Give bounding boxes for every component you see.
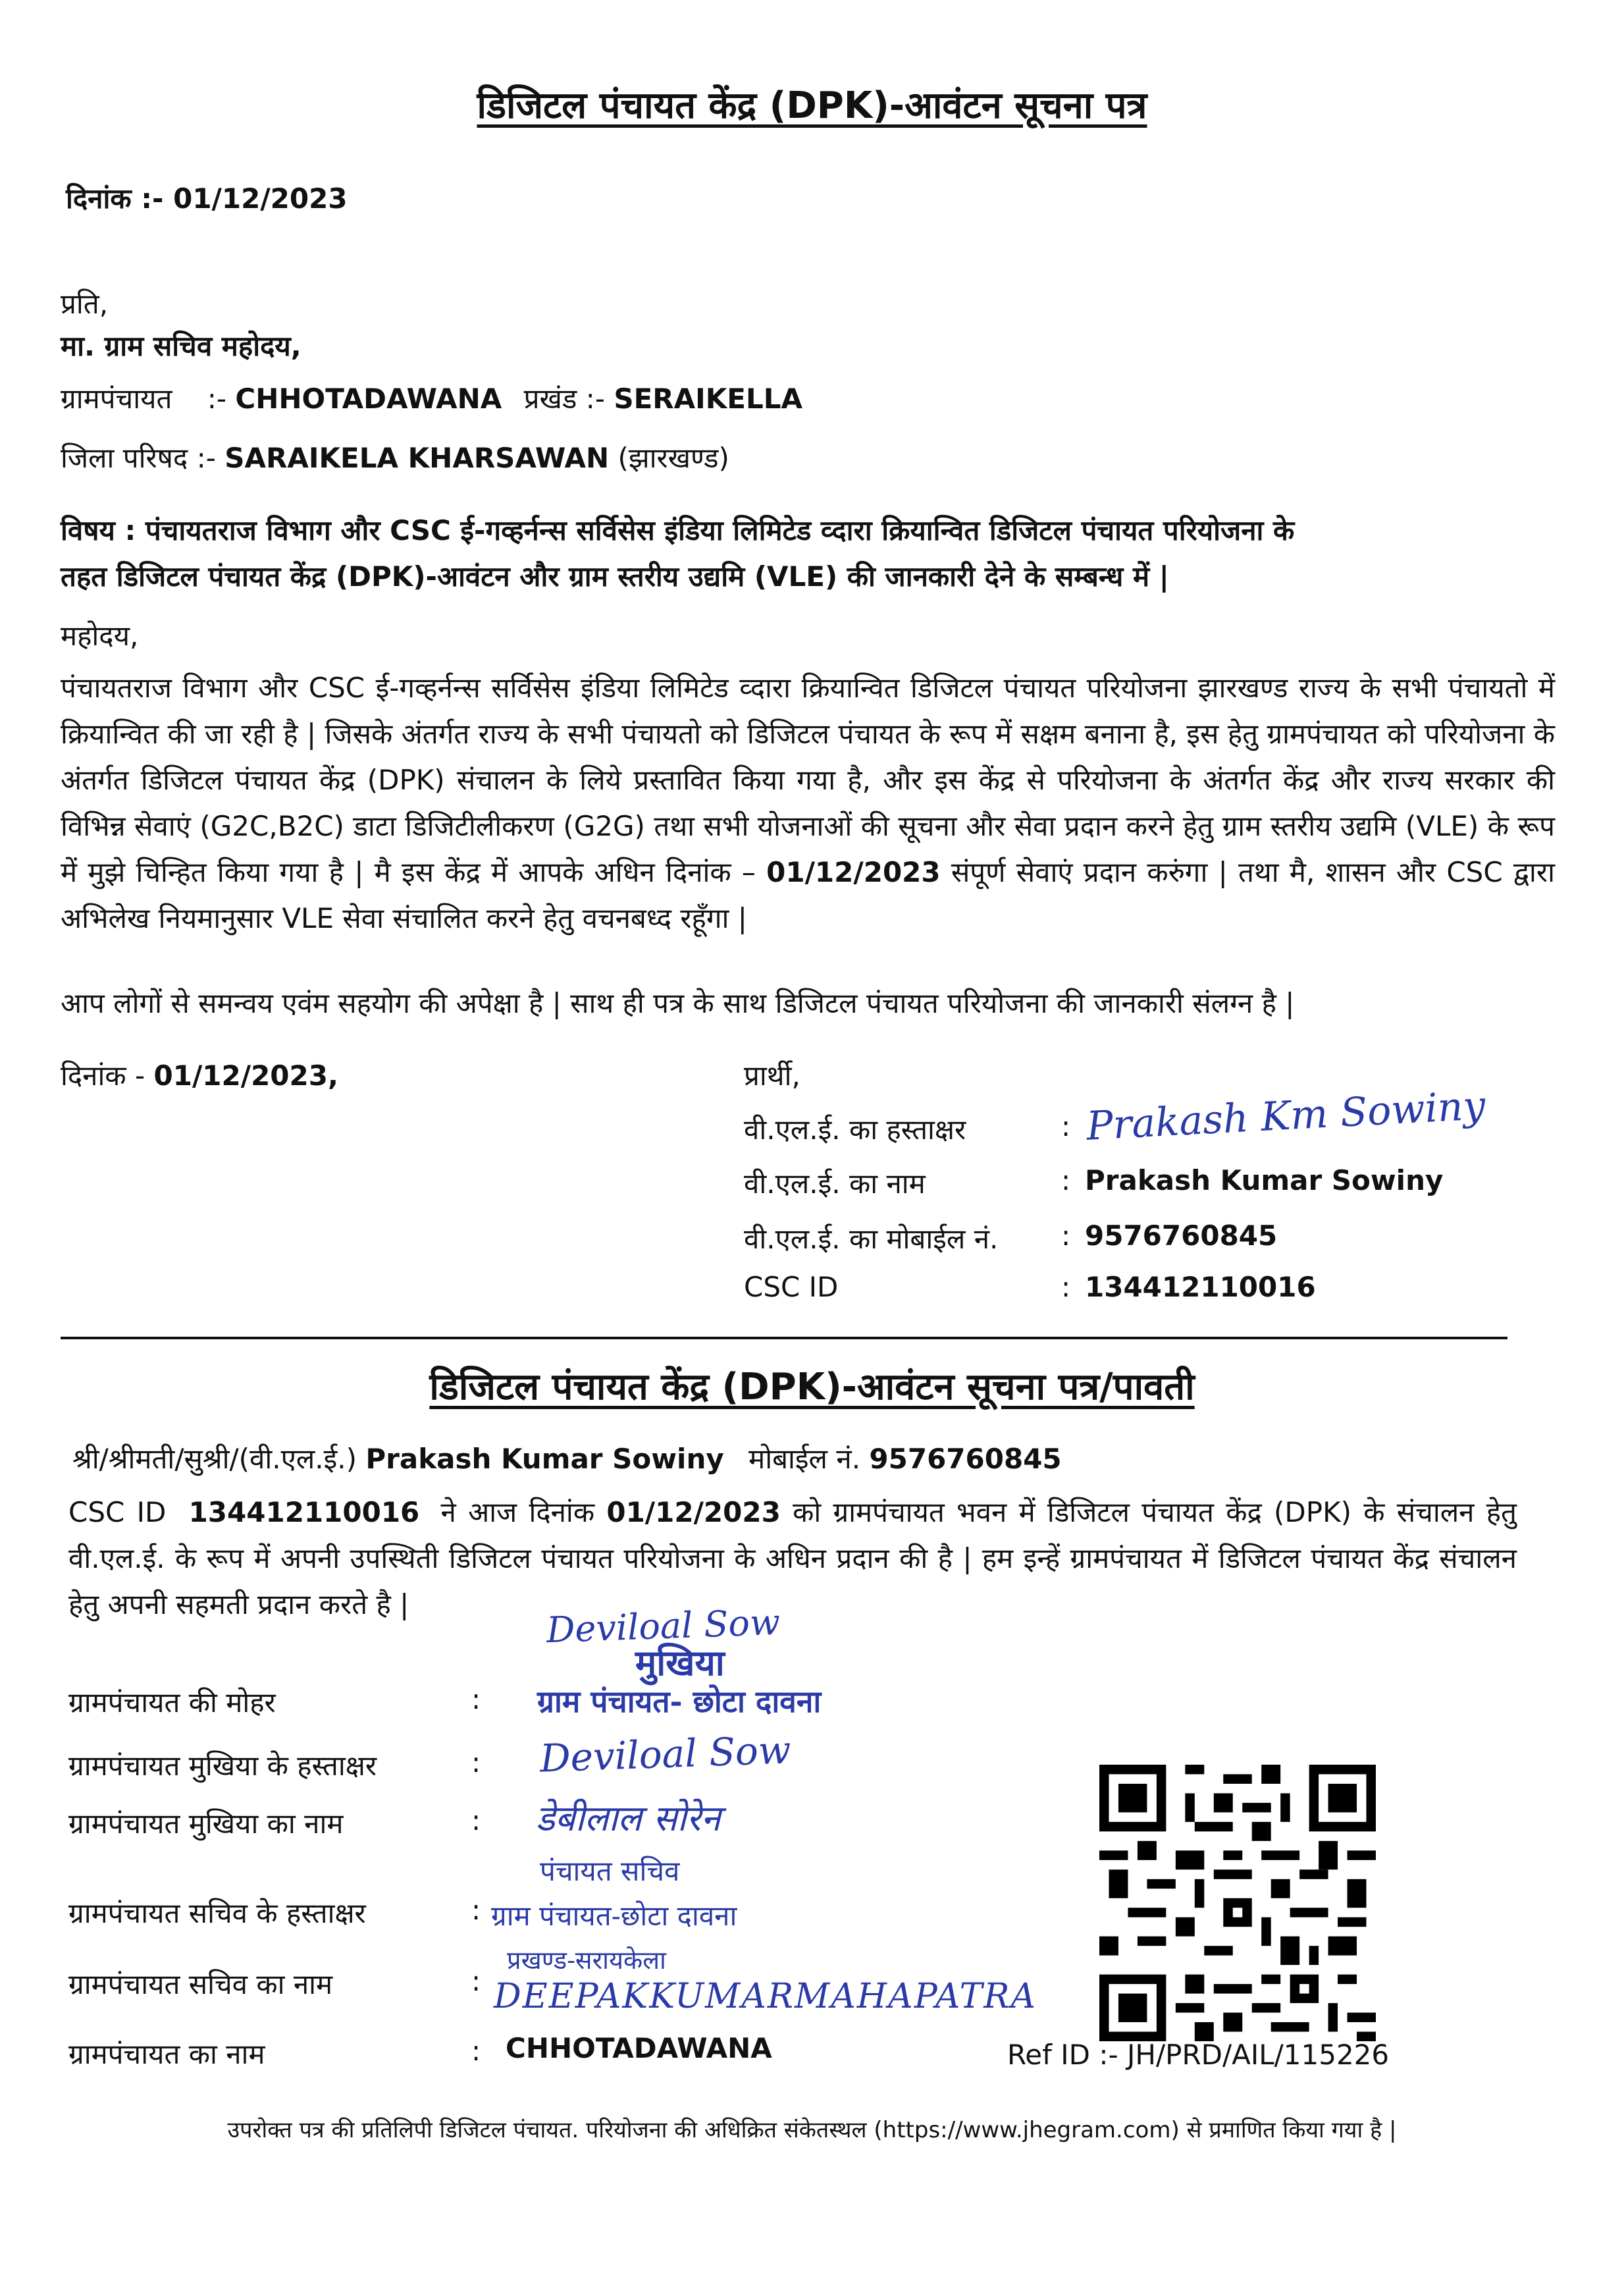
seal-label: ग्रामपंचायत की मोहर — [68, 1686, 276, 1719]
panchayat-value: CHHOTADAWANA — [235, 383, 502, 415]
letter-date: दिनांक :- 01/12/2023 — [66, 182, 348, 215]
subject-line-2: तहत डिजिटल पंचायत केंद्र (DPK)-आवंटन और ग्राम स्तरीय उद्यमि (VLE) की जानकारी देने के सम्बन्ध में | — [61, 560, 1170, 593]
subject-line-1: विषय : पंचायतराज विभाग और CSC ई-गव्हर्नन्स सर्विसेस इंडिया लिमिटेड व्दारा क्रियान्वित डिजिटल पंचायत परियोजना के — [61, 514, 1295, 547]
panchayat-sep: :- — [207, 383, 227, 415]
district-label: जिला परिषद :- — [61, 442, 216, 474]
ref-id-text: Ref ID :- JH/PRD/AIL/115226 — [1007, 2039, 1390, 2071]
csc-id-label: CSC ID — [744, 1271, 839, 1303]
panchayat-line — [61, 379, 802, 417]
state-text: (झारखण्ड) — [617, 442, 729, 474]
seal-colon: : — [471, 1683, 481, 1715]
vle-mobile-colon: : — [1061, 1219, 1071, 1252]
receipt-mobile: 9576760845 — [869, 1443, 1062, 1475]
sachiv-panchayat-stamp: ग्राम पंचायत-छोटा दावना — [491, 1900, 737, 1932]
mukhiya-sig-colon: : — [471, 1746, 481, 1779]
receipt-body-a: ने आज दिनांक — [440, 1496, 595, 1528]
district-value: SARAIKELA KHARSAWAN — [224, 442, 610, 474]
vle-mobile-label: वी.एल.ई. का मोबाईल नं. — [744, 1223, 999, 1255]
letter-body-part1: पंचायतराज विभाग और CSC ई-गव्हर्नन्स सर्विसेस इंडिया लिमिटेड व्दारा क्रियान्वित डिजिटल पंचायत परियोजना झारखण्ड राज्य के सभी पंचायतो में क्रियान्वित की जा रही है | जिसके अंतर्गत राज्य के सभी पंचायतो को डिजिटल पंचायत के रूप में सक्षम बनाना है, इस हेतु ग्रामपंचायत को परियोजना के अंतर्गत डिजिटल पंचायत केंद्र (DPK) संचालन के लिये प्रस्तावित किया गया है, और इस केंद्र से परियोजना के अंतर्गत केंद्र और राज्य सरकार की विभिन्न सेवाएं (G2C,B2C) डाटा डिजिटीलीकरण (G2G) तथा सभी योजनाओं की सूचना और सेवा प्रदान करने हेतु ग्राम स्तरीय उद्यमि (VLE) के रूप में मुझे चिन्हित किया गया है | मै इस केंद्र में आपके अधिन दिनांक – — [61, 672, 1555, 888]
letter-body — [61, 665, 1555, 942]
mukhiya-signature: Deviloal Sow — [538, 1727, 792, 1781]
mukhiya-name-label: ग्रामपंचायत मुखिया का नाम — [68, 1807, 344, 1840]
district-line — [61, 439, 729, 476]
prarthi-text: प्रार्थी, — [744, 1059, 800, 1092]
mukhiya-name-colon: : — [471, 1804, 481, 1836]
cooperation-text: आप लोगों से समन्वय एवंम सहयोग की अपेक्षा है | साथ ही पत्र के साथ डिजिटल पंचायत परियोजना की जानकारी संलग्न है | — [61, 987, 1295, 1019]
receipt-csc-value: 134412110016 — [188, 1496, 420, 1528]
letter-title: डिजिटल पंचायत केंद्र (DPK)-आवंटन सूचना पत्र — [477, 84, 1147, 127]
panchayat-name-colon: : — [471, 2035, 481, 2067]
block-value: SERAIKELLA — [614, 383, 803, 415]
sachiv-block-stamp: प्रखण्ड-सरायकेला — [507, 1946, 666, 1975]
mukhiya-sig-label: ग्रामपंचायत मुखिया के हस्ताक्षर — [68, 1750, 377, 1782]
receipt-vle-name: Prakash Kumar Sowiny — [365, 1443, 724, 1475]
csc-id-colon: : — [1061, 1271, 1071, 1303]
date2-line — [61, 1056, 338, 1094]
receipt-line1 — [72, 1439, 1062, 1477]
panchayat-seal-stamp: ग्राम पंचायत- छोटा दावना — [537, 1684, 822, 1719]
footer-note: उपरोक्त पत्र की प्रतिलिपी डिजिटल पंचायत. परियोजना की अधिक्रित संकेतस्थल (https://www.jhegram.com) से प्रमाणित किया गया है | — [227, 2117, 1397, 2143]
receipt-prefix: श्री/श्रीमती/सुश्री/(वी.एल.ई.) — [72, 1443, 357, 1475]
vle-mobile-value: 9576760845 — [1085, 1219, 1278, 1252]
mukhiya-top-signature: Deviloal Sow — [546, 1601, 781, 1651]
sachiv-stamp: पंचायत सचिव — [540, 1855, 680, 1887]
sachiv-sig-colon: : — [471, 1894, 481, 1926]
vle-name-label: वी.एल.ई. का नाम — [744, 1167, 926, 1200]
date2-label: दिनांक - — [61, 1059, 145, 1092]
sachiv-name-colon: : — [471, 1965, 481, 1997]
vle-name-value: Prakash Kumar Sowiny — [1085, 1164, 1444, 1196]
block-label: प्रखंड :- — [523, 383, 605, 415]
csc-id-value: 134412110016 — [1085, 1271, 1316, 1303]
receipt-csc-label: CSC ID — [68, 1496, 167, 1528]
sachiv-name-handwritten: DEEPAKKUMARMAHAPATRA — [494, 1977, 1037, 2016]
letter-body-part2: संपूर्ण सेवाएं प्रदान करुंगा | तथा मै, शासन और CSC द्वारा अभिलेख नियमानुसार VLE सेवा संचालित करने हेतु वचनबध्द रहूँगा | — [61, 856, 1555, 934]
section-divider — [61, 1337, 1507, 1339]
prati-text: प्रति, — [61, 288, 109, 320]
mukhiya-stamp: मुखिया — [635, 1642, 725, 1684]
letter-body-date: 01/12/2023 — [766, 856, 941, 888]
salutation: महोदय, — [61, 620, 139, 652]
recipient-text: मा. ग्राम सचिव महोदय, — [61, 330, 301, 362]
panchayat-label: ग्रामपंचायत — [61, 383, 172, 415]
receipt-title: डिजिटल पंचायत केंद्र (DPK)-आवंटन सूचना पत्र/पावती — [429, 1366, 1195, 1408]
qr-code-icon — [1099, 1765, 1376, 2041]
receipt-body-b: को ग्रामपंचायत भवन में डिजिटल पंचायत केंद्र (DPK) के संचालन हेतु वी.एल.ई. के रूप में अपनी उपस्थिती डिजिटल पंचायत परियोजना के अधिन प्रदान की है | हम इन्हें ग्रामपंचायत में डिजिटल पंचायत केंद्र संचालन हेतु अपनी सहमती प्रदान करते है | — [68, 1496, 1517, 1620]
panchayat-name-label: ग्रामपंचायत का नाम — [68, 2038, 265, 2070]
receipt-body-date: 01/12/2023 — [606, 1496, 781, 1528]
mukhiya-name-handwritten: डेबीलाल सोरेन — [536, 1798, 721, 1839]
vle-signature: Prakash Km Sowiny — [1085, 1083, 1486, 1150]
sachiv-name-label: ग्रामपंचायत सचिव का नाम — [68, 1968, 333, 2000]
vle-sig-colon: : — [1061, 1110, 1071, 1142]
vle-sig-label: वी.एल.ई. का हस्ताक्षर — [744, 1113, 966, 1146]
date2-value: 01/12/2023, — [153, 1059, 338, 1092]
sachiv-sig-label: ग्रामपंचायत सचिव के हस्ताक्षर — [68, 1897, 366, 1929]
vle-name-colon: : — [1061, 1164, 1071, 1196]
receipt-body — [68, 1489, 1517, 1628]
receipt-mobile-label: मोबाईल नं. — [748, 1443, 861, 1475]
panchayat-name-value: CHHOTADAWANA — [506, 2032, 772, 2064]
